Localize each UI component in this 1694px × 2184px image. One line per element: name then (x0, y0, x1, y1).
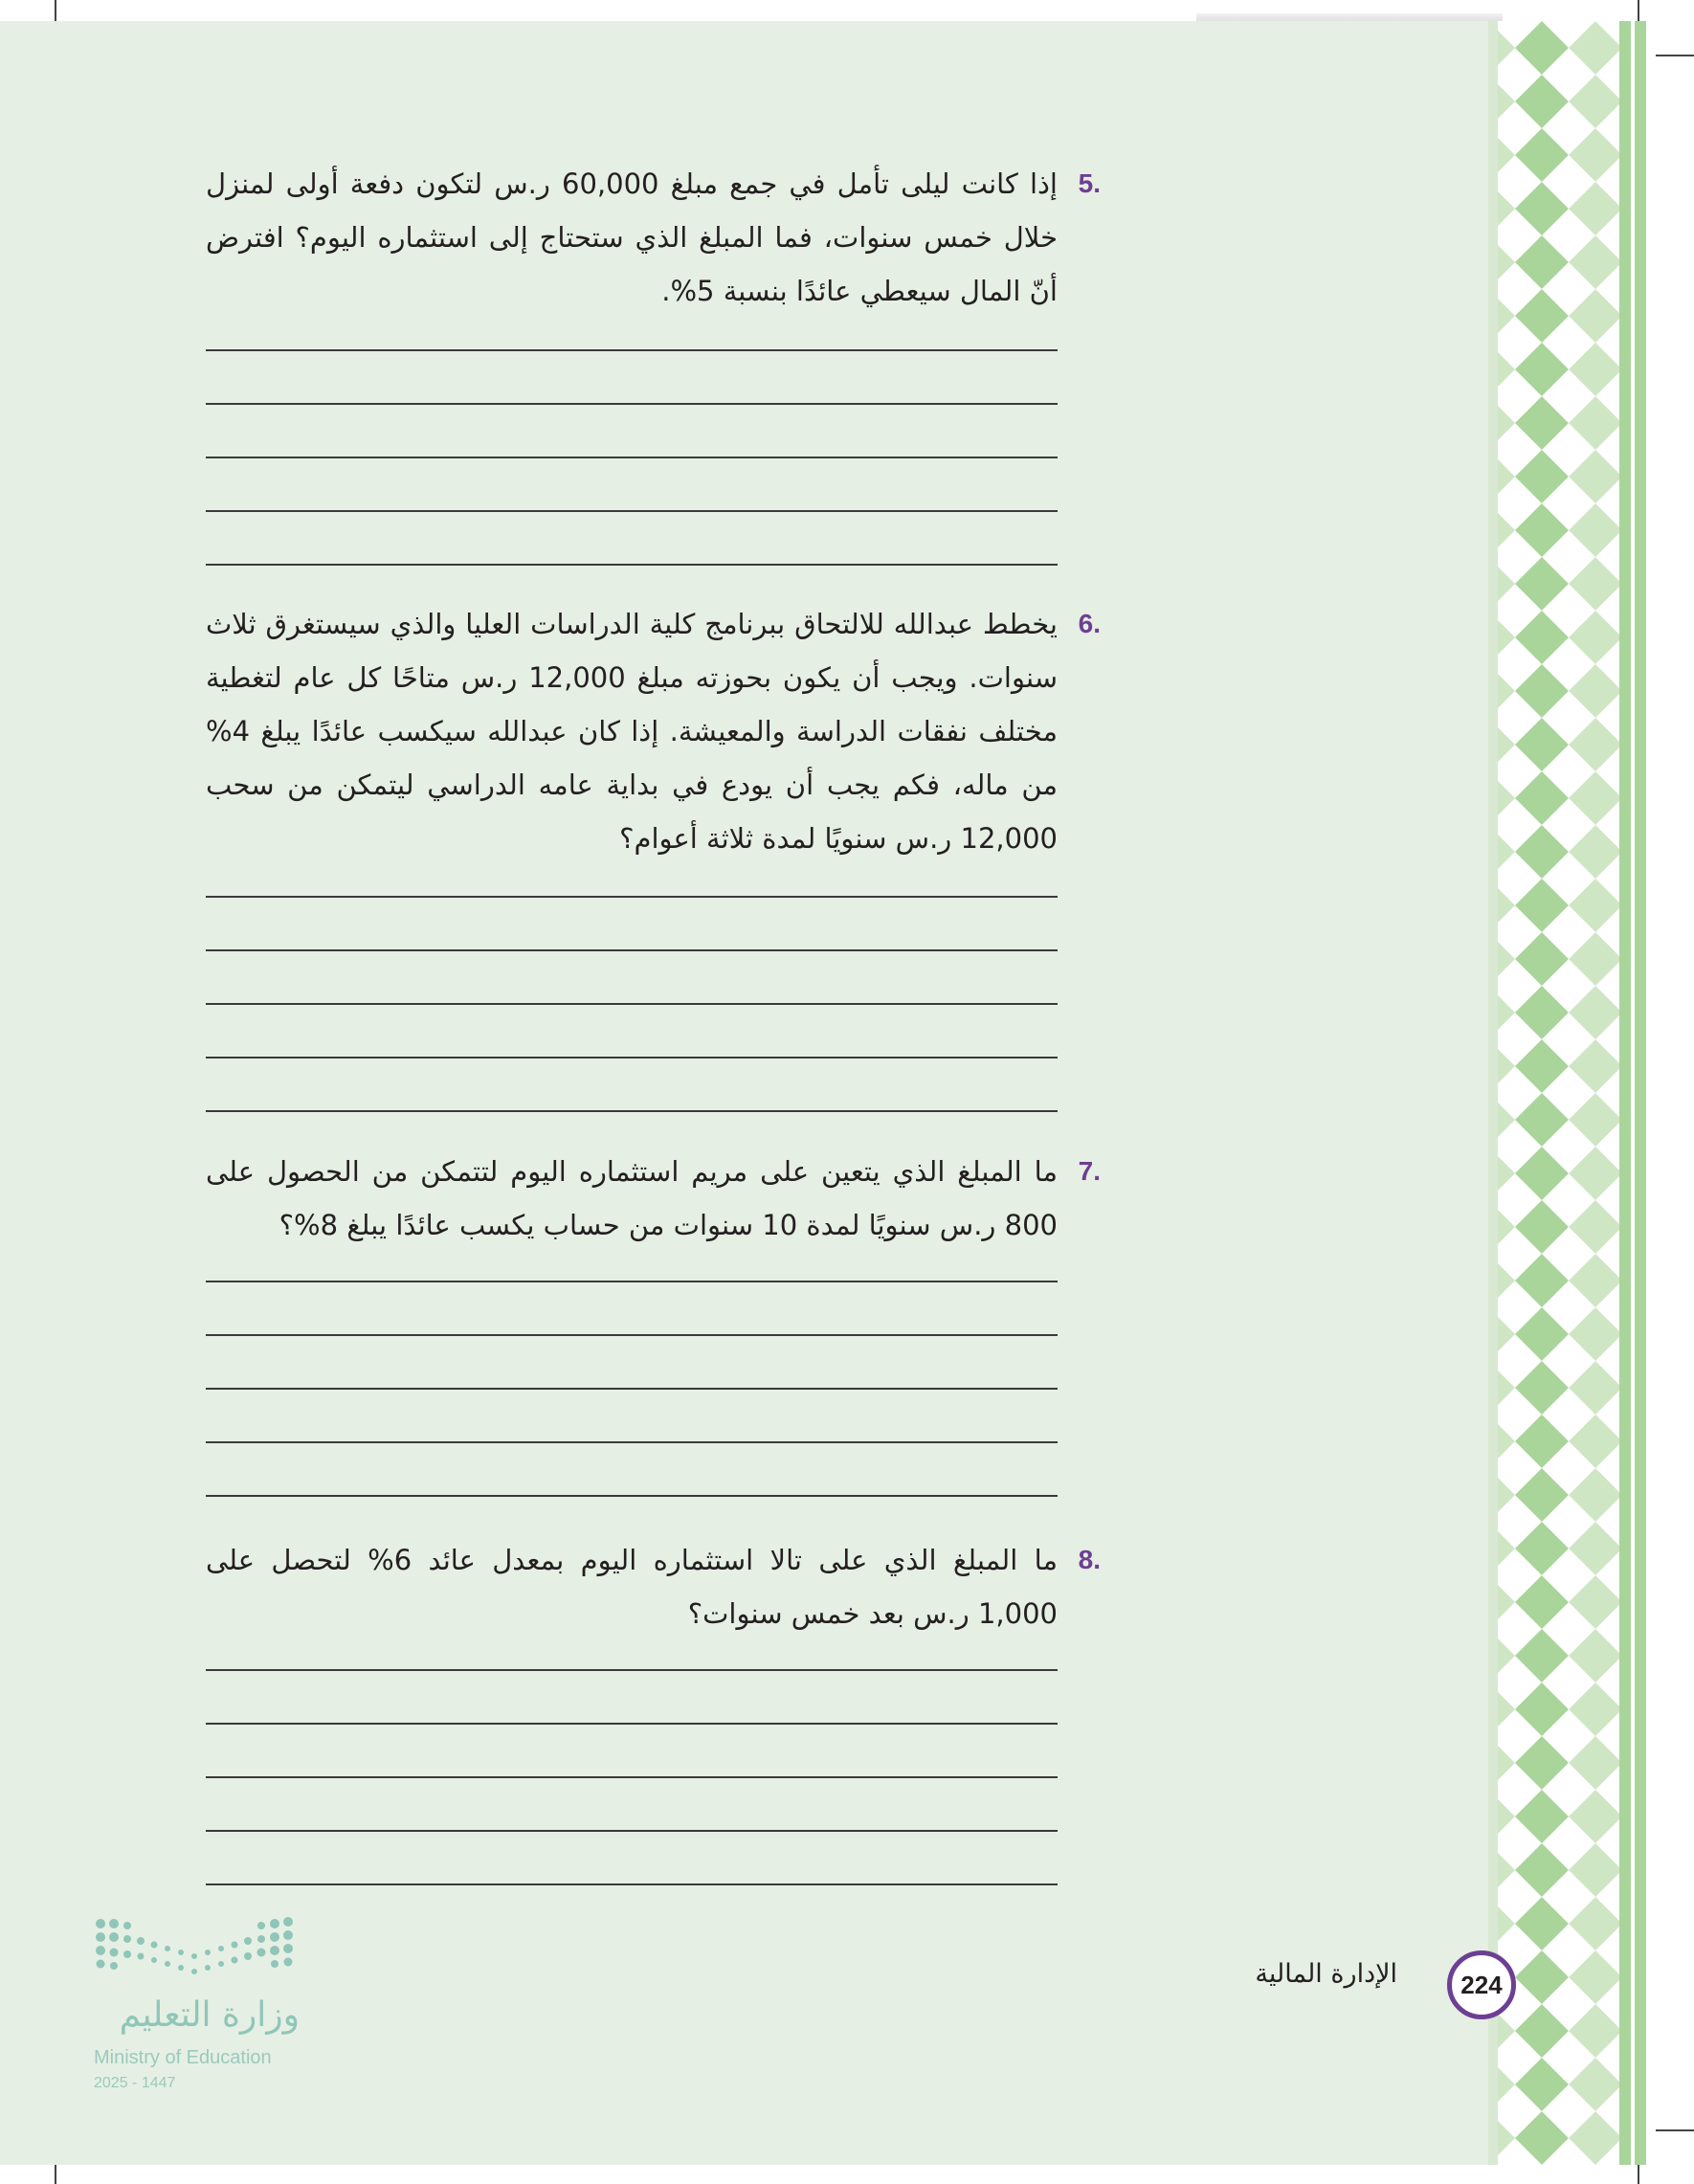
ministry-logo-year: 2025 - 1447 (94, 2075, 176, 2091)
question-number: .8 (1078, 1545, 1101, 1574)
chapter-title: الإدارة المالية (1255, 1959, 1397, 1989)
answer-line[interactable] (206, 1003, 1058, 1005)
answer-line[interactable] (206, 403, 1058, 405)
question-number: .7 (1078, 1156, 1101, 1186)
answer-line[interactable] (206, 457, 1058, 458)
question-text: يخطط عبدالله للالتحاق ببرنامج كلية الدراسات العليا والذي سيستغرق ثلاث سنوات. ويجب أن يكون بحوزته مبلغ 12,000 ر.س متاحًا كل عام لتغطية مختلف نفقات الدراسة والمعيشة. إذا كان عبدالله سيكسب عائدًا يبلغ 4% من ماله، فكم يجب أن يودع في بداية عامه الدراسي ليتمكن من سحب 12,000 ر.س سنويًا لمدة ثلاثة أعوام؟ (206, 608, 1058, 855)
answer-line[interactable] (206, 1830, 1058, 1832)
answer-line[interactable] (206, 564, 1058, 566)
answer-line[interactable] (206, 1883, 1058, 1885)
question-8 (206, 1533, 1101, 1640)
question-7 (206, 1145, 1101, 1252)
answer-line[interactable] (206, 1776, 1058, 1778)
ministry-logo-english: Ministry of Education (94, 2047, 272, 2068)
answer-lines (206, 896, 1058, 1164)
answer-line[interactable] (206, 510, 1058, 512)
answer-line[interactable] (206, 1388, 1058, 1390)
question-6 (206, 597, 1101, 865)
answer-line[interactable] (206, 1441, 1058, 1443)
decorative-pattern-strip (1488, 21, 1646, 2165)
question-text: ما المبلغ الذي على تالا استثماره اليوم بمعدل عائد 6% لتحصل على 1,000 ر.س بعد خمس سنوات؟ (206, 1544, 1058, 1630)
ministry-logo-arabic: وزارة التعليم (119, 1995, 300, 2035)
answer-line[interactable] (206, 1495, 1058, 1497)
question-number: .5 (1078, 168, 1101, 198)
answer-line[interactable] (206, 896, 1058, 898)
answer-line[interactable] (206, 1669, 1058, 1671)
question-text: ما المبلغ الذي يتعين على مريم استثماره اليوم لتتمكن من الحصول على 800 ر.س سنويًا لمدة 10 سنوات من حساب يكسب عائدًا يبلغ 8%؟ (206, 1155, 1058, 1241)
answer-line[interactable] (206, 1110, 1058, 1112)
question-number: .6 (1078, 609, 1101, 638)
answer-lines (206, 1281, 1058, 1549)
answer-line[interactable] (206, 1334, 1058, 1336)
answer-line[interactable] (206, 949, 1058, 951)
question-5 (206, 157, 1101, 318)
crop-mark (1656, 55, 1694, 56)
answer-line[interactable] (206, 1057, 1058, 1059)
crop-mark (1656, 2129, 1694, 2131)
answer-line[interactable] (206, 1723, 1058, 1725)
answer-line[interactable] (206, 1281, 1058, 1282)
page-number-badge: 224 (1447, 1950, 1516, 2019)
answer-lines (206, 1669, 1058, 1937)
answer-line[interactable] (206, 349, 1058, 351)
question-text: إذا كانت ليلى تأمل في جمع مبلغ 60,000 ر.س لتكون دفعة أولى لمنزل خلال خمس سنوات، فما المبلغ الذي ستحتاج إلى استثماره اليوم؟ افترض أنّ المال سيعطي عائدًا بنسبة 5%. (206, 167, 1058, 307)
answer-lines (206, 349, 1058, 617)
